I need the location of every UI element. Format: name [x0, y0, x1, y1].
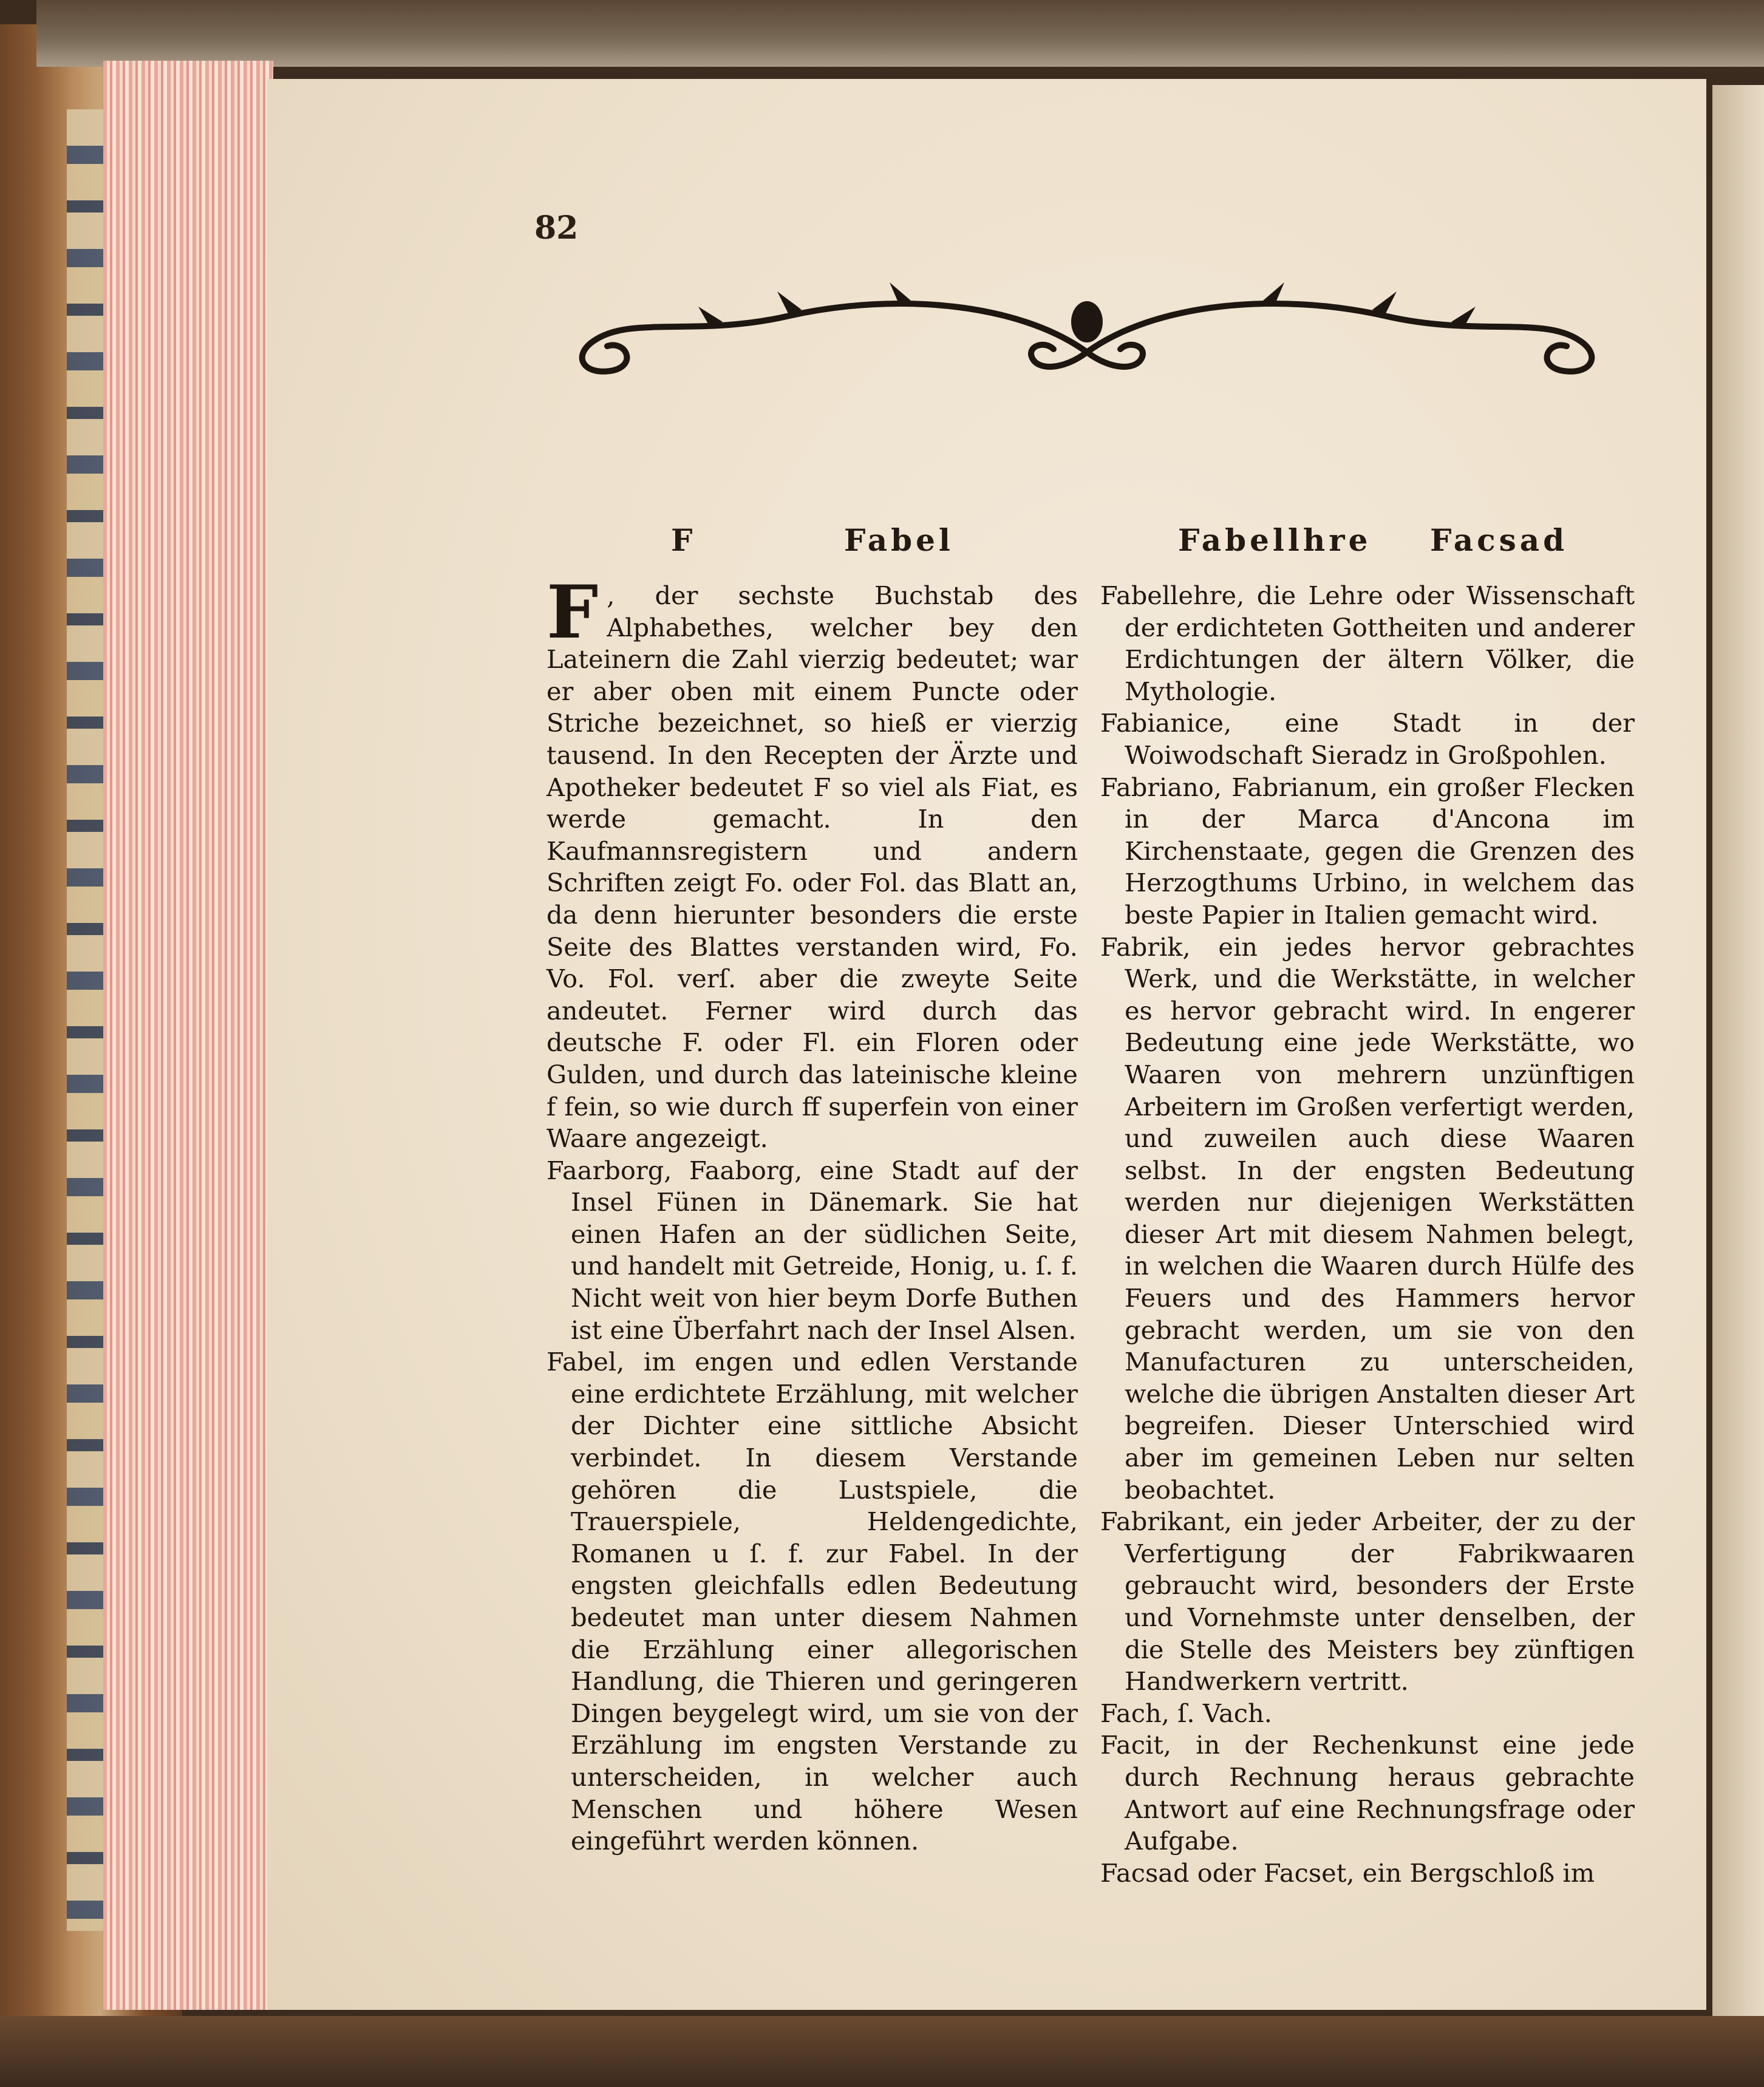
entry-fach: Fach, ſ. Vach.: [1100, 1698, 1272, 1728]
page-number: 82: [534, 209, 579, 247]
right-column: [1100, 580, 1635, 1889]
book-bottom-shadow: [0, 2016, 1764, 2087]
left-column: [547, 570, 1078, 1857]
entry-facsad: Facsad oder Facset, ein Bergschloß im: [1100, 1857, 1595, 1888]
header-letter: F: [671, 522, 696, 558]
header-right-word-1: Fabellhre: [1178, 522, 1372, 558]
entry-f-text: , der sechste Buchstab des Alphabethes, welcher bey den Lateinern die Zahl vierzig bedeutet; war er aber oben mit einem Puncte oder Striche bezeichnet, so hieß er vierzig tausend. In den Recepten der Ärzte und Apotheker bedeutet F so viel als Fiat, es werde gemacht. In den Kaufmannsregistern und andern Schriften zeigt Fo. oder Fol. das Blatt an, da denn hierunter besonders die erste Seite des Blattes verstanden wird, Fo. Vo. Fol. verſ. aber die zweyte Seite andeutet. Ferner wird durch das deutsche F. oder Fl. ein Floren oder Gulden, und durch das lateinische kleine f fein, so wie durch ff superfein von einer Waare angezeigt.: [547, 580, 1078, 1154]
book-cover-top: [36, 0, 1764, 67]
header-right-word-2: Facsad: [1430, 522, 1568, 558]
header-left-word: Fabel: [844, 522, 954, 558]
entry-fabrik: Fabrik, ein jedes hervor gebrachtes Werk, und die Werkstätte, in welcher es hervor gebracht wird. In engerer Bedeutung eine jede Werkstätte, wo Waaren von mehrern unzünftigen Arbeitern im Großen verfertigt werden, und zuweilen auch diese Waaren selbst. In der engsten Bedeutung werden nur diejenigen Werkstätten dieser Art mit diesem Nahmen belegt, in welchen die Waaren durch Hülfe des Feuers und des Hammers hervor gebracht werden, um sie von den Manufacturen zu unterscheiden, welche die übrigen Anstalten dieser Art begreifen. Dieser Unterschied wird aber im gemeinen Leben nur selten beobachtet.: [1100, 931, 1635, 1505]
facing-page-edge: [1712, 85, 1764, 2028]
entry-facit: Facit, in der Rechenkunst eine jede durch Rechnung heraus gebrachte Antwort auf eine Rechnungsfrage oder Aufgabe.: [1100, 1730, 1635, 1856]
entry-fabrikant: Fabrikant, ein jeder Arbeiter, der zu der Verfertigung der Fabrikwaaren gebraucht wird, besonders der Erste und Vornehmste unter denselben, der die Stelle des Meisters bey zünftigen Handwerkern vertritt.: [1100, 1507, 1635, 1697]
drop-cap: F: [547, 570, 599, 655]
page-edges: [103, 61, 273, 2010]
entry-fabianice: Fabianice, eine Stadt in der Woiwodschaft Sieradz in Großpohlen.: [1100, 708, 1635, 770]
entry-fabel: Fabel, im engen und edlen Verstande eine erdichtete Erzählung, mit welcher der Dichter eine sittliche Absicht verbindet. In diesem Verstande gehören die Lustspiele, die Trauerspiele, Heldengedichte, Romanen u ſ. f. zur Fabel. In der engsten gleichfalls edlen Bedeutung bedeutet man unter diesem Nahmen die Erzählung einer allegorischen Handlung, die Thieren und geringeren Dingen beygelegt wird, um sie von der Erzählung im engsten Verstande zu unterscheiden, in welcher auch Menschen und höhere Wesen eingeführt werden können.: [547, 1347, 1078, 1856]
entry-fabellehre: Fabellehre, die Lehre oder Wissenschaft der erdichteten Gottheiten und anderer Erdichtungen der ältern Völker, die Mythologie.: [1100, 580, 1635, 706]
scroll-ornament-icon: [559, 279, 1615, 383]
entry-faarborg: Faarborg, Faaborg, eine Stadt auf der Insel Fünen in Dänemark. Sie hat einen Hafen an der südlichen Seite, und handelt mit Getreide, Honig, u. ſ. f. Nicht weit von hier beym Dorfe Buthen ist eine Überfahrt nach der Insel Alsen.: [547, 1155, 1078, 1345]
entry-f: [547, 570, 1078, 1155]
entry-fabriano: Fabriano, Fabrianum, ein großer Flecken in der Marca d'Ancona im Kirchenstaate, gegen die Grenzen des Herzogthums Urbino, in welchem das beste Papier in Italien gemacht wird.: [1100, 772, 1635, 930]
